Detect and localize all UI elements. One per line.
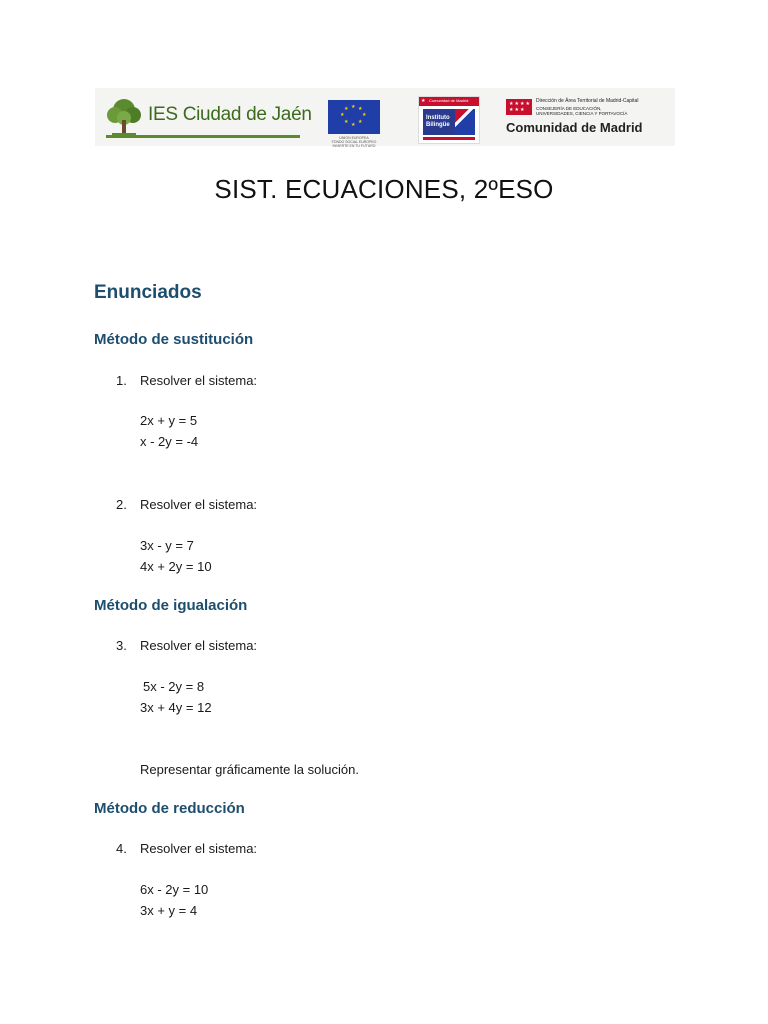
exercise-prompt: Resolver el sistema: <box>140 638 258 653</box>
method-heading-igualacion: Método de igualación <box>94 597 248 614</box>
bilingue-top-text: Comunidad de Madrid <box>429 98 469 103</box>
page-title: SIST. ECUACIONES, 2ºESO <box>214 174 554 204</box>
exercise-note: Representar gráficamente la solución. <box>140 762 359 777</box>
equation: x - 2y = -4 <box>140 434 199 449</box>
equation: 3x + y = 4 <box>140 903 198 918</box>
bilingue-panel <box>423 109 475 135</box>
exercise-prompt: Resolver el sistema: <box>140 841 258 856</box>
exercise-number: 2. <box>116 497 127 512</box>
madrid-flag-icon <box>506 99 532 115</box>
equation: 2x + y = 5 <box>140 413 198 428</box>
exercise-number: 1. <box>116 373 127 388</box>
cm-consejeria: CONSEJERÍA DE EDUCACIÓN, UNIVERSIDADES, CIENCIA Y PORTAVOCÍA <box>536 106 628 116</box>
exercise-number: 3. <box>116 638 127 653</box>
ies-logo-text: IES Ciudad de Jaén <box>148 104 312 125</box>
exercise-number: 4. <box>116 841 127 856</box>
equation: 3x + 4y = 12 <box>140 700 212 715</box>
section-heading: Enunciados <box>94 282 202 303</box>
eu-flag-icon: ★ ★ ★ ★ ★ ★ ★ ★ <box>328 100 380 134</box>
bilingue-text: Instituto Bilingüe <box>426 115 450 128</box>
comunidad-madrid-logo <box>504 96 674 140</box>
uk-flag-icon <box>455 109 475 135</box>
instituto-bilingue-logo <box>418 96 480 144</box>
exercise-prompt: Resolver el sistema: <box>140 373 258 388</box>
cm-direccion: Dirección de Área Territorial de Madrid-Capital <box>536 98 639 104</box>
exercise-prompt: Resolver el sistema: <box>140 497 258 512</box>
equation: 4x + 2y = 10 <box>140 559 212 574</box>
method-heading-reduccion: Método de reducción <box>94 800 245 817</box>
tree-icon <box>102 96 146 140</box>
equation: 6x - 2y = 10 <box>140 882 209 897</box>
cm-name: Comunidad de Madrid <box>506 120 643 135</box>
bilingue-bottom-bar <box>423 137 475 140</box>
method-heading-sustitucion: Método de sustitución <box>94 331 254 348</box>
equation: 5x - 2y = 8 <box>143 679 205 694</box>
eu-caption: UNIÓN EUROPEA FONDO SOCIAL EUROPEO INVIERTE EN TU FUTURO <box>331 136 377 148</box>
bilingue-top-bar <box>419 97 479 106</box>
logo-underline <box>106 135 300 138</box>
star-icon: ★ <box>421 98 426 104</box>
equation: 3x - y = 7 <box>140 538 194 553</box>
madrid-stars-icon: ★★★★ ★★★ <box>509 101 531 113</box>
ies-logo <box>102 96 312 140</box>
